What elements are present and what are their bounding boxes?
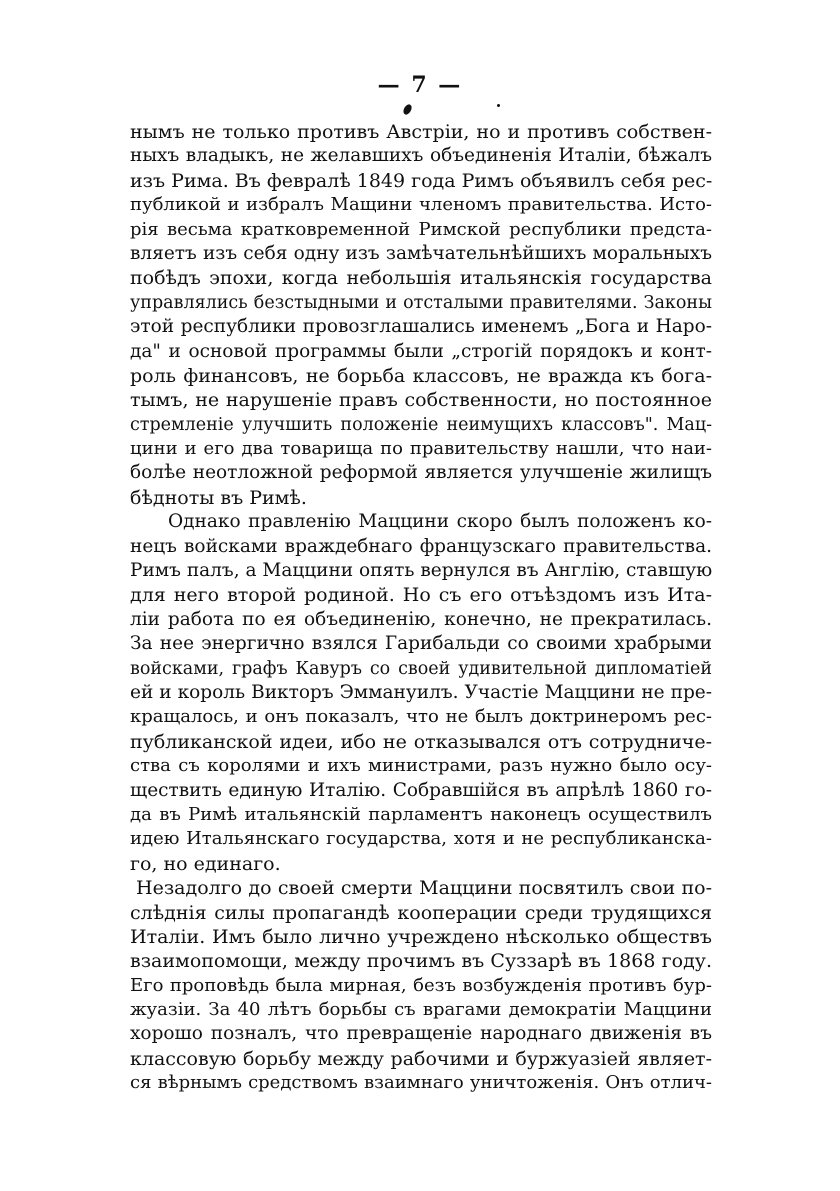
text-line: ства съ королями и ихъ министрами, разъ нужно было осу- — [130, 755, 712, 777]
text-line: Италіи. Имъ было лично учреждено нѣсколько обществъ — [130, 925, 712, 948]
text-line: ществить единую Италію. Собравшійся въ апрѣлѣ 1860 го- — [130, 779, 712, 801]
text-line: жуазіи. За 40 лѣтъ борьбы съ врагами демократіи Маццини — [130, 999, 712, 1021]
ink-speck — [497, 104, 500, 107]
text-line: взаимопомощи, между прочимъ въ Суззарѣ въ 1868 году. — [130, 950, 712, 973]
text-line: управлялись безстыдными и отсталыми правителями. Законы — [130, 292, 712, 313]
text-line: стремленіе улучшить положеніе неимущихъ классовъ". Мац- — [130, 414, 712, 435]
text-line: ей и король Викторъ Эммануилъ. Участіе Маццини не пре- — [130, 681, 712, 703]
ink-speck — [402, 103, 414, 116]
text-line: бѣдноты въ Римѣ. — [130, 486, 307, 509]
text-line: тымъ, не нарушеніе правъ собственности, но постоянное — [130, 389, 712, 412]
text-line: го, но единаго. — [130, 852, 281, 875]
text-line: ся вѣрнымъ средствомъ взаимнаго уничтоженія. Онъ отлич- — [130, 1072, 712, 1094]
text-line: хорошо позналъ, что превращеніе народнаго движенія въ — [130, 1023, 712, 1045]
text-line: публиканской идеи, ибо не отказывался отъ сотрудниче- — [130, 730, 712, 753]
text-line: для него второй родиной. Но съ его отъѣздомъ изъ Ита- — [130, 584, 712, 607]
text-line: Однако правленію Маццини скоро былъ положенъ ко- — [168, 511, 712, 533]
text-line: нымъ не только противъ Австріи, но и противъ собствен- — [130, 121, 712, 143]
text-line: роль финансовъ, не борьба классовъ, не вражда къ бога- — [130, 364, 712, 387]
text-line: кращалось, и онъ показалъ, что не былъ доктринеромъ рес- — [130, 706, 712, 728]
text-line: Римъ палъ, а Маццини опять вернулся въ Англію, ставшую — [130, 560, 712, 582]
body-text — [130, 120, 712, 1096]
text-line: рія весьма кратковременной Римской республики предста- — [130, 218, 712, 240]
text-line: нецъ войсками враждебнаго французскаго правительства. — [130, 535, 712, 557]
text-line: войсками, графъ Кавуръ со своей удивительной дипломатіей — [130, 658, 712, 679]
text-line: слѣднія силы пропагандѣ кооперации среди трудящихся — [130, 901, 712, 924]
text-line: ліи работа по ея объединенію, конечно, не прекратилась. — [130, 608, 712, 630]
text-line: За нее энергично взялся Гарибальди со своими храбрыми — [130, 633, 712, 655]
text-line: идею Итальянскаго государства, хотя и не республиканска- — [130, 828, 712, 850]
text-line: Его проповѣдь была мирная, безъ возбужденія противъ бур- — [130, 974, 712, 996]
text-line: классовую борьбу между рабочими и буржуазіей являет- — [130, 1047, 712, 1070]
text-line: изъ Рима. Въ февралѣ 1849 года Римъ объявилъ себя рес- — [130, 169, 712, 192]
text-line: вляетъ изъ себя одну изъ замѣчательнѣйшихъ моральныхъ — [130, 242, 712, 264]
text-line: побѣдъ эпохи, когда небольшія итальянскія государства — [130, 267, 712, 290]
text-line: Незадолго до своей смерти Маццини посвятилъ свои по- — [136, 877, 712, 900]
text-line: публикой и избралъ Мащини членомъ правительства. Исто- — [130, 194, 712, 216]
page-number: — 7 — — [377, 72, 463, 98]
text-line: ныхъ владыкъ, не желавшихъ объединенія Италіи, бѣжалъ — [130, 145, 712, 167]
text-line: болѣе неотложной реформой является улучшеніе жилищъ — [130, 462, 712, 484]
text-line: этой республики провозглашались именемъ „Бога и Наро- — [130, 316, 712, 338]
text-line: да въ Римѣ итальянскій парламентъ наконецъ осуществилъ — [130, 803, 712, 825]
text-line: цини и его два товарища по правительству нашли, что наи- — [130, 438, 712, 460]
text-line: да" и основой программы были „строгій порядокъ и конт- — [130, 340, 712, 362]
